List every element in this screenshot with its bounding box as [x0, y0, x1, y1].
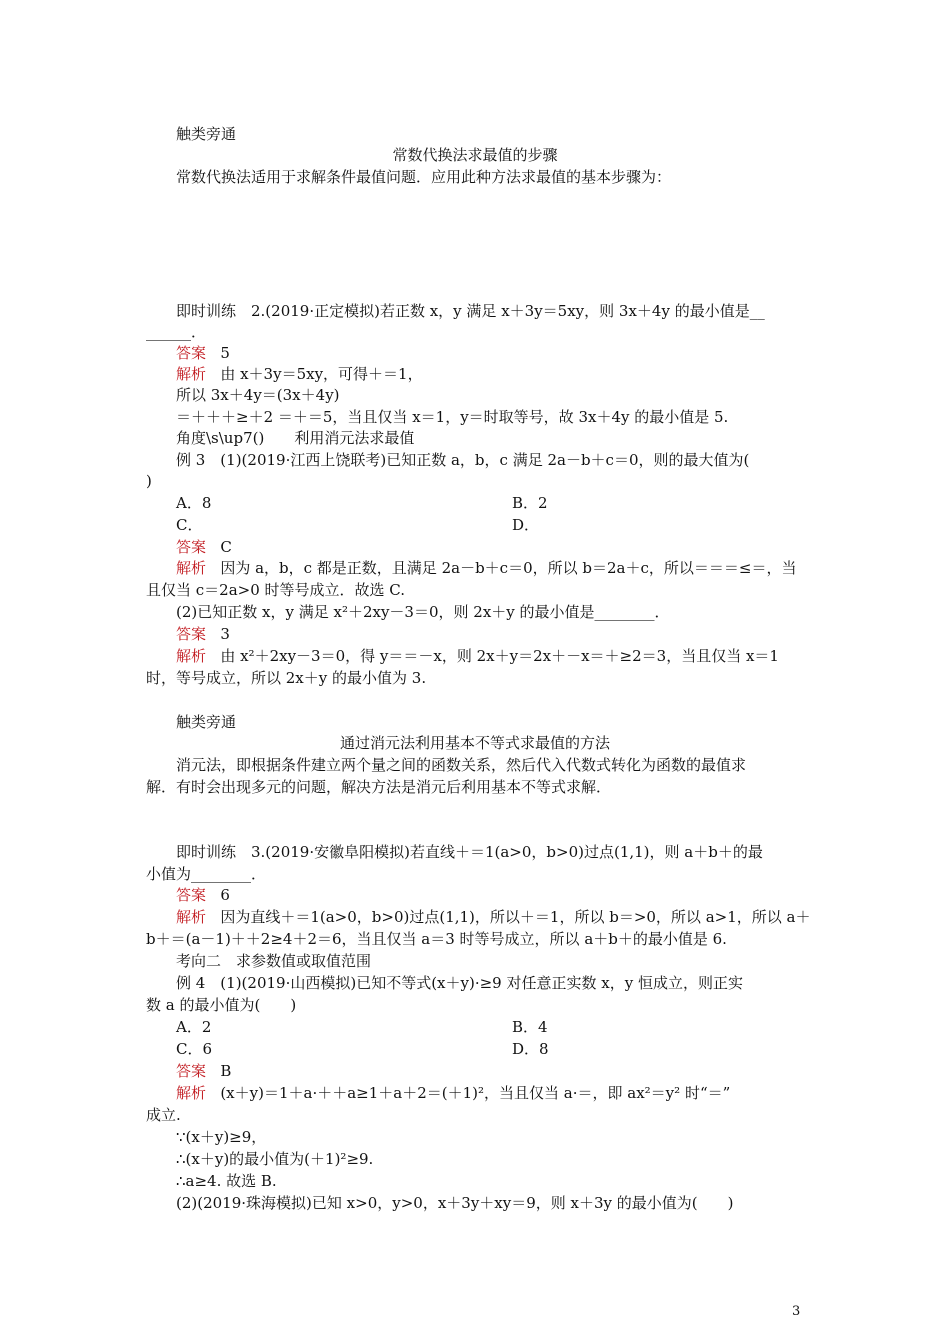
exercise-question: 即时训练 2.(2019·正定模拟)若正数 x，y 满足 x＋3y＝5xy，则 3x＋4y 的最小值是__	[176, 302, 765, 320]
section-text: 解．有时会出现多元的问题，解决方法是消元后利用基本不等式求解．	[146, 778, 612, 796]
answer-line	[176, 1061, 231, 1081]
analysis-text: (x＋y)＝1＋a·＋＋a≥1＋a＋2＝(＋1)²，当且仅当 a·＝，即 ax²＝y² 时“＝”	[220, 1084, 731, 1102]
analysis-line	[176, 558, 796, 578]
answer-label: 答案	[176, 625, 207, 643]
option-d: D．8	[512, 1040, 549, 1058]
answer-value: B	[220, 1062, 232, 1080]
exercise-question-cont: 小值为________．	[146, 865, 267, 883]
analysis-text: 所以 3x＋4y＝(3x＋4y)	[176, 386, 340, 404]
answer-value: 6	[220, 886, 230, 904]
option-b: B．2	[512, 494, 548, 512]
example-question-cont: 数 a 的最小值为( )	[146, 996, 297, 1014]
analysis-text: 因为 a，b，c 都是正数，且满足 2a－b＋c＝0，所以 b＝2a＋c，所以＝＝＝≤＝，当	[220, 559, 797, 577]
option-a: A．8	[176, 494, 212, 512]
section-title: 通过消元法利用基本不等式求最值的方法	[339, 734, 610, 752]
section-title: 常数代换法求最值的步骤	[392, 146, 558, 164]
analysis-text: 成立.	[146, 1106, 181, 1124]
example-question: 例 3 (1)(2019·江西上饶联考)已知正数 a，b，c 满足 2a－b＋c＝0，则的最大值为(	[176, 451, 750, 469]
analysis-label: 解析	[176, 1084, 207, 1102]
analysis-label: 解析	[176, 908, 207, 926]
option-d: D．	[512, 516, 540, 534]
answer-value: 5	[220, 344, 230, 362]
option-c: C．6	[176, 1040, 213, 1058]
analysis-text: ∵(x＋y)≥9，	[176, 1128, 267, 1146]
analysis-text: ＝＋＋＋≥＋2 ＝＋＝5，当且仅当 x＝1，y＝时取等号，故 3x＋4y 的最小值是 5.	[176, 408, 729, 426]
option-b: B．4	[512, 1018, 548, 1036]
option-a: A．2	[176, 1018, 212, 1036]
answer-line	[176, 885, 230, 905]
page-number: 3	[792, 1304, 801, 1319]
answer-value: C	[220, 538, 232, 556]
analysis-text: b＋＝(a－1)＋＋2≥4＋2＝6，当且仅当 a＝3 时等号成立，所以 a＋b＋的最小值是 6.	[146, 930, 727, 948]
answer-line	[176, 343, 230, 363]
exercise-question-cont: ______．	[146, 323, 207, 341]
angle-heading: 角度\s\up7() 利用消元法求最值	[176, 429, 415, 447]
answer-value: 3	[220, 625, 230, 643]
analysis-text: 且仅当 c＝2a>0 时等号成立．故选 C.	[146, 581, 406, 599]
analysis-text: 由 x＋3y＝5xy，可得＋＝1，	[220, 365, 423, 383]
example-question: (2)(2019·珠海模拟)已知 x>0，y>0，x＋3y＋xy＝9，则 x＋3y 的最小值为( )	[176, 1194, 734, 1212]
answer-label: 答案	[176, 1062, 207, 1080]
analysis-text: ∴a≥4. 故选 B.	[176, 1172, 277, 1190]
analysis-line	[176, 364, 423, 384]
analysis-text: ∴(x＋y)的最小值为(＋1)²≥9.	[176, 1150, 374, 1168]
answer-line	[176, 537, 232, 557]
example-question: 例 4 (1)(2019·山西模拟)已知不等式(x＋y)·≥9 对任意正实数 x，y 恒成立，则正实	[176, 974, 743, 992]
analysis-line	[176, 646, 779, 666]
direction-heading: 考向二 求参数值或取值范围	[176, 952, 372, 970]
analysis-text: 由 x²＋2xy－3＝0，得 y＝＝－x，则 2x＋y＝2x＋－x＝＋≥2＝3，当且仅当 x＝1	[220, 647, 779, 665]
exercise-question: 即时训练 3.(2019·安徽阜阳模拟)若直线＋＝1(a>0，b>0)过点(1,1)，则 a＋b＋的最	[176, 843, 763, 861]
answer-label: 答案	[176, 886, 207, 904]
section-text: 消元法，即根据条件建立两个量之间的函数关系，然后代入代数式转化为函数的最值求	[176, 756, 747, 774]
answer-label: 答案	[176, 344, 207, 362]
analysis-line	[176, 1083, 730, 1103]
analysis-text: 因为直线＋＝1(a>0，b>0)过点(1,1)，所以＋＝1，所以 b＝>0，所以 a>1，所以 a＋	[220, 908, 811, 926]
answer-line	[176, 624, 230, 644]
section-heading: 触类旁通	[176, 713, 237, 731]
answer-label: 答案	[176, 538, 207, 556]
analysis-line	[176, 907, 810, 927]
example-question-cont: )	[146, 472, 152, 490]
analysis-label: 解析	[176, 647, 207, 665]
section-text: 常数代换法适用于求解条件最值问题．应用此种方法求最值的基本步骤为：	[176, 168, 672, 186]
analysis-label: 解析	[176, 365, 207, 383]
analysis-text: 时，等号成立，所以 2x＋y 的最小值为 3.	[146, 669, 427, 687]
example-question: (2)已知正数 x，y 满足 x²＋2xy－3＝0，则 2x＋y 的最小值是________．	[176, 603, 670, 621]
analysis-label: 解析	[176, 559, 207, 577]
option-c: C．	[176, 516, 203, 534]
section-heading: 触类旁通	[176, 125, 237, 143]
